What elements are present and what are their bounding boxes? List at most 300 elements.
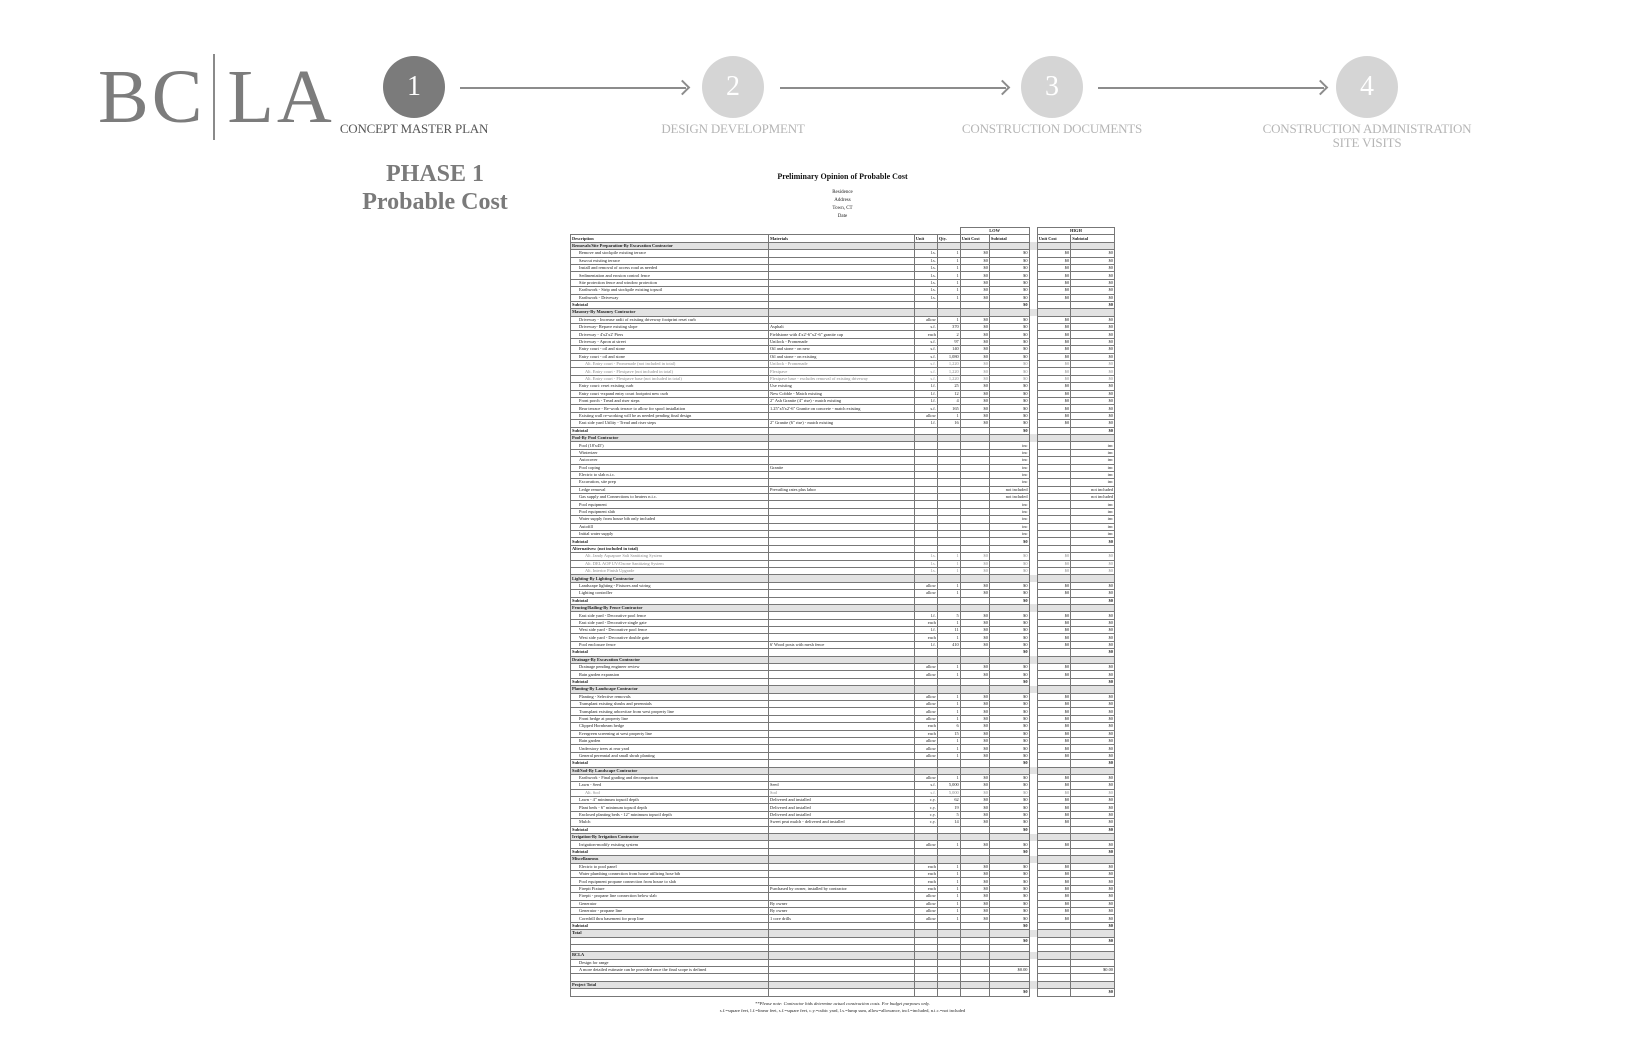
cell-unit: s.f. (914, 361, 937, 368)
cell-high-subtotal: $0 (1071, 715, 1115, 722)
cell-description: Rear terrace - Re-work terrace to allow for spool installation (571, 405, 769, 412)
cell-description: Evergreen screening at west property line (571, 730, 769, 737)
cell-unit: allow (914, 316, 937, 323)
cell-materials (769, 834, 915, 841)
cell-materials (769, 301, 915, 308)
cell-unit: l.s. (914, 279, 937, 286)
cell-unit: l.s. (914, 257, 937, 264)
cell-low-unit-cost: $0 (960, 915, 989, 922)
cell-description: Understory trees at rear yard (571, 745, 769, 752)
cost-row (571, 634, 1115, 641)
cost-row (571, 967, 1115, 974)
step-1[interactable] (294, 56, 534, 136)
cell-low-subtotal: $0 (989, 264, 1029, 271)
cell-low-unit-cost: $0 (960, 346, 989, 353)
cell-gap (1029, 782, 1037, 789)
cell-high-unit-cost: $0 (1037, 250, 1070, 257)
cell-low-subtotal: inc (989, 523, 1029, 530)
cell-gap (1029, 878, 1037, 885)
section-header-row (571, 309, 1115, 316)
cell-unit: l.s. (914, 272, 937, 279)
cell-low-unit-cost: $0 (960, 257, 989, 264)
cell-materials (769, 567, 915, 574)
cell-high-subtotal: $0 (1071, 937, 1115, 944)
cell-low-subtotal: $0 (989, 804, 1029, 811)
cell-gap (1029, 294, 1037, 301)
cell-unit (914, 442, 937, 449)
cell-high-subtotal: inc (1071, 464, 1115, 471)
cost-row (571, 789, 1115, 796)
cost-row (571, 405, 1115, 412)
cell-qty (937, 545, 960, 552)
cell-materials (769, 989, 915, 996)
cell-high-subtotal: $0 (1071, 870, 1115, 877)
cell-low-unit-cost: $0 (960, 324, 989, 331)
cell-low-unit-cost (960, 464, 989, 471)
cell-low-unit-cost (960, 930, 989, 937)
cell-qty (937, 604, 960, 611)
cell-unit: l.s. (914, 553, 937, 560)
cell-high-unit-cost (1037, 952, 1070, 959)
cell-gap (1029, 353, 1037, 360)
cell-high-unit-cost: $0 (1037, 819, 1070, 826)
cell-qty: 1 (937, 885, 960, 892)
cell-high-unit-cost (1037, 309, 1070, 316)
cell-low-subtotal (989, 834, 1029, 841)
cell-unit (914, 959, 937, 966)
cell-high-unit-cost: $0 (1037, 287, 1070, 294)
cell-low-unit-cost: $0 (960, 279, 989, 286)
cell-gap (1029, 471, 1037, 478)
cell-high-unit-cost (1037, 656, 1070, 663)
cell-description: Rain garden (571, 737, 769, 744)
cost-row (571, 819, 1115, 826)
cell-materials (769, 701, 915, 708)
cell-materials (769, 959, 915, 966)
column-header-row (571, 235, 1115, 242)
cell-materials (769, 730, 915, 737)
cell-description: Excavation, site prep (571, 479, 769, 486)
cell-description: Firepit Fixture (571, 885, 769, 892)
cell-unit (914, 531, 937, 538)
cell-gap (1029, 567, 1037, 574)
cell-high-subtotal: inc (1071, 479, 1115, 486)
cell-gap (1029, 494, 1037, 501)
cell-materials (769, 848, 915, 855)
cost-row (571, 272, 1115, 279)
cell-high-unit-cost (1037, 930, 1070, 937)
doc-note-disclaimer: **Please note: Contractor bids determine actual construction costs. For budget purposes only. (755, 1000, 930, 1006)
cell-low-unit-cost (960, 575, 989, 582)
cell-high-subtotal: $0 (1071, 760, 1115, 767)
cell-qty (937, 309, 960, 316)
cell-low-subtotal: $0 (989, 590, 1029, 597)
cost-row (571, 331, 1115, 338)
cell-low-subtotal: inc (989, 449, 1029, 456)
cell-high-unit-cost (1037, 457, 1070, 464)
cell-high-subtotal (1071, 981, 1115, 988)
cell-description: Lighting controller (571, 590, 769, 597)
cell-high-unit-cost: $0 (1037, 715, 1070, 722)
cost-row (571, 627, 1115, 634)
cell-low-subtotal: $0 (989, 989, 1029, 996)
section-header-row (571, 242, 1115, 249)
cell-description: Alt. Interior Finish Upgrade (571, 567, 769, 574)
cell-low-unit-cost: $0 (960, 368, 989, 375)
cost-row (571, 671, 1115, 678)
cell-high-unit-cost: $0 (1037, 745, 1070, 752)
cell-low-unit-cost: $0 (960, 870, 989, 877)
cell-high-subtotal: $0 (1071, 338, 1115, 345)
cell-high-subtotal: $0 (1071, 664, 1115, 671)
cell-qty: 1 (937, 264, 960, 271)
cell-low-subtotal: inc (989, 471, 1029, 478)
cell-low-subtotal: $0 (989, 560, 1029, 567)
cell-low-unit-cost (960, 834, 989, 841)
cell-low-subtotal: $0 (989, 811, 1029, 818)
cell-gap (1029, 501, 1037, 508)
cell-unit (914, 538, 937, 545)
cell-qty: 1 (937, 412, 960, 419)
cell-low-subtotal: $0 (989, 420, 1029, 427)
cell-description: Subtotal (571, 597, 769, 604)
cell-low-subtotal: $0 (989, 427, 1029, 434)
cell-high-subtotal: $0 (1071, 989, 1115, 996)
cell-description: East side yard - Decorative pool fence (571, 612, 769, 619)
cell-low-subtotal: inc (989, 501, 1029, 508)
cell-high-subtotal: $0 (1071, 900, 1115, 907)
cost-row (571, 737, 1115, 744)
cell-low-unit-cost: $0 (960, 619, 989, 626)
cost-row (571, 804, 1115, 811)
cell-high-unit-cost: $0 (1037, 870, 1070, 877)
cost-row (571, 486, 1115, 493)
cell-unit (914, 649, 937, 656)
cell-low-subtotal (989, 767, 1029, 774)
cell-materials (769, 523, 915, 530)
cell-low-unit-cost (960, 649, 989, 656)
cell-low-subtotal: $0 (989, 405, 1029, 412)
cell-low-subtotal (989, 309, 1029, 316)
cell-low-unit-cost: $0 (960, 745, 989, 752)
cell-description: Rain garden expansion (571, 671, 769, 678)
cell-materials (769, 287, 915, 294)
cell-high-unit-cost: $0 (1037, 390, 1070, 397)
cell-qty: 11 (937, 627, 960, 634)
cell-high-unit-cost: $0 (1037, 893, 1070, 900)
cell-materials (769, 627, 915, 634)
cell-high-unit-cost (1037, 944, 1070, 951)
cell-high-unit-cost: $0 (1037, 346, 1070, 353)
cell-high-subtotal: $0.00 (1071, 967, 1115, 974)
cell-low-unit-cost (960, 486, 989, 493)
cell-high-unit-cost: $0 (1037, 664, 1070, 671)
cell-description: Lawn - 4" minimum topsoil depth (571, 797, 769, 804)
cost-row (571, 338, 1115, 345)
doc-note-abbreviations: s.f.=square feet, l.f.=linear feet, s.f.=square feet, c.y.=cubic yard, l.s.=lump sum, allow=allowance, incl.=included, n.i.c.=not included (719, 1007, 966, 1013)
cell-qty: 410 (937, 641, 960, 648)
cell-unit (914, 834, 937, 841)
cell-high-unit-cost: $0 (1037, 375, 1070, 382)
cell-low-subtotal: $0 (989, 752, 1029, 759)
cell-low-subtotal: inc (989, 531, 1029, 538)
step-4[interactable] (1247, 56, 1487, 150)
cell-qty (937, 501, 960, 508)
cell-high-unit-cost (1037, 516, 1070, 523)
cell-materials (769, 937, 915, 944)
cell-low-subtotal: $0 (989, 870, 1029, 877)
cell-low-unit-cost: $0 (960, 353, 989, 360)
cell-high-subtotal: $0 (1071, 752, 1115, 759)
cell-low-unit-cost (960, 678, 989, 685)
cell-qty (937, 834, 960, 841)
cell-description: Drainage pending engineer review (571, 664, 769, 671)
cell-qty (937, 486, 960, 493)
cell-gap (1029, 641, 1037, 648)
step-3[interactable] (932, 56, 1172, 136)
cell-qty: 2 (937, 331, 960, 338)
cell-high-unit-cost (1037, 856, 1070, 863)
step-2[interactable] (613, 56, 853, 136)
cell-unit: each (914, 878, 937, 885)
cell-high-unit-cost: $0 (1037, 752, 1070, 759)
cell-high-subtotal: $0 (1071, 619, 1115, 626)
cost-row (571, 250, 1115, 257)
cell-unit: c.y. (914, 804, 937, 811)
cell-materials (769, 516, 915, 523)
cell-unit: allow (914, 582, 937, 589)
cell-low-subtotal: $0 (989, 782, 1029, 789)
cell-low-unit-cost: $0 (960, 627, 989, 634)
cell-qty (937, 922, 960, 929)
cell-qty: 1,220 (937, 368, 960, 375)
cell-materials (769, 967, 915, 974)
cost-row (571, 375, 1115, 382)
cell-low-subtotal (989, 930, 1029, 937)
cell-low-subtotal (989, 686, 1029, 693)
cost-row (571, 915, 1115, 922)
cell-high-unit-cost (1037, 848, 1070, 855)
cell-high-unit-cost (1037, 678, 1070, 685)
cell-unit (914, 471, 937, 478)
cell-high-unit-cost: $0 (1037, 361, 1070, 368)
cost-row (571, 324, 1115, 331)
cell-qty (937, 516, 960, 523)
cell-description: A more detailed estimate can be provided once the final scope is defined (571, 967, 769, 974)
cell-unit (914, 656, 937, 663)
cell-high-unit-cost (1037, 449, 1070, 456)
cell-unit: allow (914, 841, 937, 848)
cell-qty: 5,000 (937, 782, 960, 789)
cell-high-unit-cost (1037, 959, 1070, 966)
cell-low-subtotal: $0 (989, 353, 1029, 360)
cell-gap (1029, 405, 1037, 412)
cell-low-unit-cost (960, 501, 989, 508)
cell-high-unit-cost (1037, 545, 1070, 552)
cell-high-subtotal: $0 (1071, 649, 1115, 656)
cell-gap (1029, 597, 1037, 604)
cell-low-subtotal: $0 (989, 797, 1029, 804)
cell-low-subtotal: inc (989, 516, 1029, 523)
cell-gap (1029, 264, 1037, 271)
cell-high-subtotal: $0 (1071, 538, 1115, 545)
cell-low-unit-cost (960, 449, 989, 456)
cell-gap (1029, 664, 1037, 671)
cell-qty: 1 (937, 582, 960, 589)
cell-description: West side yard - Decorative double gate (571, 634, 769, 641)
cell-high-unit-cost (1037, 501, 1070, 508)
cost-row (571, 893, 1115, 900)
cell-high-subtotal: $0 (1071, 634, 1115, 641)
cell-low-subtotal: $0 (989, 597, 1029, 604)
cell-materials (769, 878, 915, 885)
cell-low-unit-cost: $0 (960, 390, 989, 397)
step-4-label-2: SITE VISITS (1332, 135, 1402, 150)
cell-high-subtotal: $0 (1071, 701, 1115, 708)
cell-description: Initial water supply (571, 531, 769, 538)
cell-description: Pool equipment (571, 501, 769, 508)
cell-qty: 5,000 (937, 789, 960, 796)
cell-qty: 5 (937, 612, 960, 619)
cell-materials (769, 582, 915, 589)
cell-low-unit-cost: $0 (960, 723, 989, 730)
logo-left: BC (98, 54, 206, 139)
cost-row (571, 907, 1115, 914)
cell-materials (769, 553, 915, 560)
cell-description: Water plumbing connection from house utilizing hose bib (571, 870, 769, 877)
cell-low-unit-cost (960, 494, 989, 501)
cell-low-subtotal (989, 434, 1029, 441)
cell-low-unit-cost (960, 686, 989, 693)
cell-materials (769, 560, 915, 567)
cell-high-subtotal: inc (1071, 508, 1115, 515)
cell-low-unit-cost: $0 (960, 612, 989, 619)
cell-gap (1029, 819, 1037, 826)
cell-gap (1029, 324, 1037, 331)
cell-materials: New Cobble - Match existing (769, 390, 915, 397)
cell-unit: s.f. (914, 782, 937, 789)
cell-gap (1029, 612, 1037, 619)
cell-unit (914, 922, 937, 929)
cell-gap (1029, 442, 1037, 449)
cell-gap (1029, 331, 1037, 338)
cell-high-subtotal: $0 (1071, 420, 1115, 427)
cell-qty (937, 523, 960, 530)
cell-high-unit-cost: $0 (1037, 641, 1070, 648)
cell-low-unit-cost: $0 (960, 811, 989, 818)
cell-description: Driveway - Apron at street (571, 338, 769, 345)
cell-description: Autofill (571, 523, 769, 530)
cell-low-unit-cost: $0 (960, 420, 989, 427)
cell-description: Mulch (571, 819, 769, 826)
cell-high-subtotal: $0 (1071, 804, 1115, 811)
cell-qty (937, 937, 960, 944)
cell-gap (1029, 752, 1037, 759)
cell-materials (769, 774, 915, 781)
cell-unit: each (914, 634, 937, 641)
cost-row (571, 420, 1115, 427)
cell-high-unit-cost: $0 (1037, 708, 1070, 715)
cell-low-subtotal: $0 (989, 841, 1029, 848)
cell-materials (769, 538, 915, 545)
cell-qty: 1 (937, 893, 960, 900)
cell-low-unit-cost (960, 516, 989, 523)
cell-low-subtotal (989, 575, 1029, 582)
cell-low-subtotal: $0 (989, 361, 1029, 368)
cell-low-subtotal: $0 (989, 737, 1029, 744)
cell-unit: s.f. (914, 368, 937, 375)
cell-high-unit-cost: $0 (1037, 264, 1070, 271)
cell-low-unit-cost: $0 (960, 641, 989, 648)
cell-qty: 19 (937, 804, 960, 811)
cell-unit: allow (914, 915, 937, 922)
cell-low-subtotal (989, 959, 1029, 966)
cell-low-unit-cost: $0 (960, 272, 989, 279)
cell-low-subtotal: not included (989, 486, 1029, 493)
cell-description: Drainage-By Excavation Contractor (571, 656, 769, 663)
cell-high-subtotal: $0 (1071, 811, 1115, 818)
cell-high-subtotal: $0 (1071, 375, 1115, 382)
cell-high-subtotal: $0 (1071, 331, 1115, 338)
col-high-subtotal: Subtotal (1071, 235, 1115, 242)
subtotal-row (571, 678, 1115, 685)
cell-qty: 97 (937, 338, 960, 345)
cell-materials (769, 944, 915, 951)
cell-high-subtotal (1071, 604, 1115, 611)
cell-unit: s.f. (914, 405, 937, 412)
cell-unit: each (914, 885, 937, 892)
cell-high-unit-cost (1037, 649, 1070, 656)
cell-gap (1029, 279, 1037, 286)
cell-high-subtotal (1071, 944, 1115, 951)
cell-high-unit-cost (1037, 686, 1070, 693)
cell-low-subtotal: $0 (989, 723, 1029, 730)
cell-unit (914, 686, 937, 693)
cell-description: Planting-By Landscape Contractor (571, 686, 769, 693)
cell-high-subtotal: $0 (1071, 737, 1115, 744)
cell-description: General perennial and small shrub planting (571, 752, 769, 759)
cell-gap (1029, 856, 1037, 863)
price-range-header (571, 228, 1115, 235)
cell-description: Lighting-By Lighting Contractor (571, 575, 769, 582)
cell-gap (1029, 649, 1037, 656)
cell-materials (769, 708, 915, 715)
cell-high-subtotal: $0 (1071, 782, 1115, 789)
cell-high-unit-cost (1037, 494, 1070, 501)
col-materials: Materials (769, 235, 915, 242)
cell-description: Subtotal (571, 826, 769, 833)
cell-high-unit-cost: $0 (1037, 353, 1070, 360)
cell-qty (937, 649, 960, 656)
cell-unit: each (914, 863, 937, 870)
cell-low-subtotal (989, 952, 1029, 959)
cell-gap (1029, 774, 1037, 781)
cell-qty (937, 494, 960, 501)
cell-low-subtotal: inc (989, 479, 1029, 486)
cell-qty (937, 981, 960, 988)
cell-qty (937, 967, 960, 974)
cell-qty (937, 301, 960, 308)
cell-gap (1029, 737, 1037, 744)
cell-unit (914, 678, 937, 685)
cell-low-subtotal (989, 974, 1029, 981)
cell-description: Pool-By Pool Contractor (571, 434, 769, 441)
cost-row (571, 863, 1115, 870)
cell-high-unit-cost (1037, 471, 1070, 478)
cell-high-unit-cost: $0 (1037, 368, 1070, 375)
cell-materials (769, 686, 915, 693)
cell-unit (914, 575, 937, 582)
